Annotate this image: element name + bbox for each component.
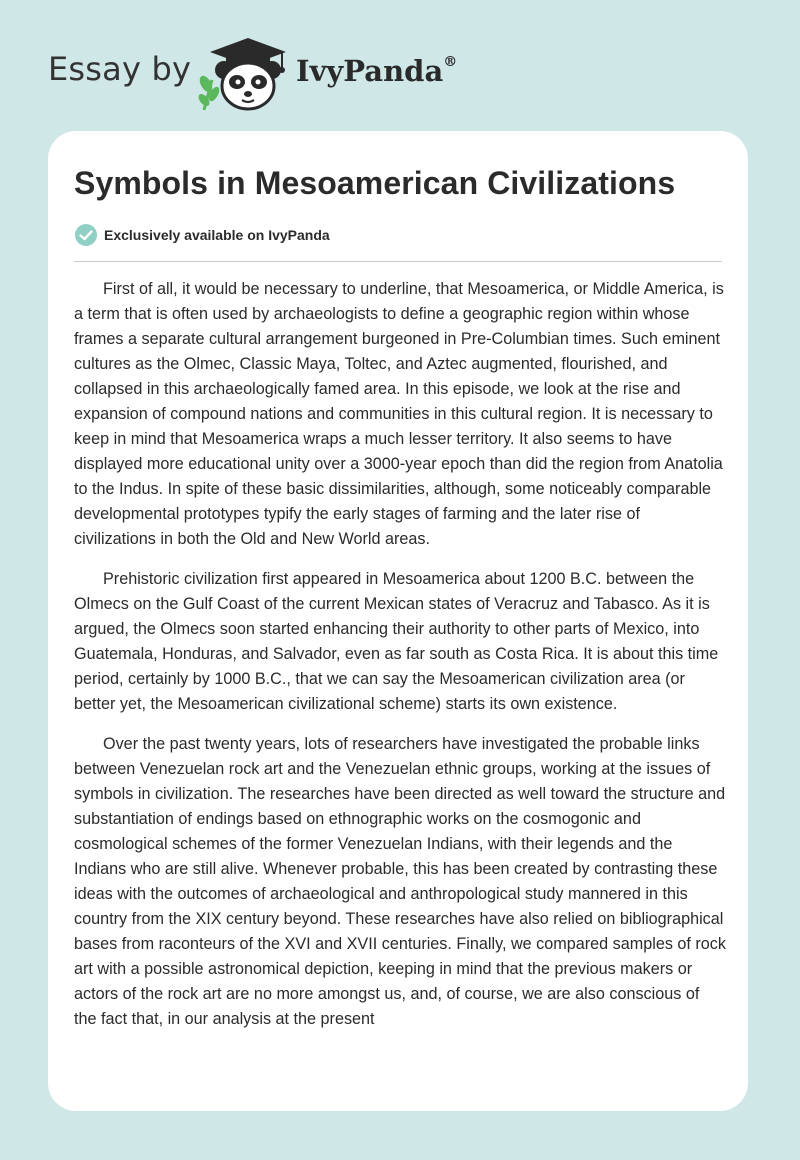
exclusive-badge — [74, 222, 330, 248]
essay-card — [48, 131, 748, 1111]
paragraph-2: Prehistoric civilization first appeared in Mesoamerica about 1200 B.C. between the Olmecs on the Gulf Coast of the current Mexican states of Veracruz and Tabasco. As it is argued, the Olmecs soon started enhancing their authority to other parts of Mexico, into Guatemala, Honduras, and Salvador, even as far south as Costa Rica. It is about this time period, certainly by 1000 B.C., that we can say the Mesoamerican civilization area (or better yet, the Mesoamerican civilizational scheme) starts its own existence. — [74, 570, 719, 713]
exclusive-label: Exclusively available on IvyPanda — [104, 227, 330, 243]
check-circle-icon — [74, 223, 98, 247]
site-header — [48, 34, 548, 114]
essay-body — [74, 277, 726, 1047]
brand-name: IvyPanda® — [296, 54, 458, 88]
paragraph-1: First of all, it would be necessary to underline, that Mesoamerica, or Middle America, is a term that is often used by archaeologists to define a geographic region within whose frames a separate cultural arrangement burgeoned in Pre-Columbian times. Such eminent cultures as the Olmec, Classic Maya, Toltec, and Aztec augmented, flourished, and collapsed in this archaeologically famed area. In this episode, we look at the rise and expansion of compound nations and communities in this cultural region. It is necessary to keep in mind that Mesoamerica wraps a much lesser territory. It also seems to have displayed more educational unity over a 3000-year epoch than did the region from Anatolia to the Indus. In spite of these basic dissimilarities, although, some noticeably comparable developmental prototypes typify the early stages of farming and the later rise of civilizations in both the Old and New World areas. — [74, 280, 724, 548]
panda-logo-icon — [198, 34, 293, 114]
registered-mark: ® — [443, 54, 458, 71]
paragraph-3: Over the past twenty years, lots of researchers have investigated the probable links between Venezuelan rock art and the Venezuelan ethnic groups, working at the issues of symbols in civilization. The researches have been directed as well toward the structure and substantiation of endings based on ethnographic works on the cosmogonic and cosmological schemes of the former Venezuelan Indians, with their legends and the Indians who are still alive. Whenever probable, this has been created by contrasting these ideas with the outcomes of archaeological and anthropological study mannered in this country from the XIX century beyond. These researches have also relied on bibliographical bases from raconteurs of the XVI and XVII centuries. Finally, we compared samples of rock art with a possible astronomical depiction, keeping in mind that the previous makers or actors of the rock art are no more amongst us, and, of course, we are also conscious of the fact that, in our analysis at the present — [74, 735, 726, 1028]
page-title: Symbols in Mesoamerican Civilizations — [74, 165, 676, 201]
essay-by-label: Essay by — [48, 50, 192, 88]
divider — [74, 261, 722, 262]
